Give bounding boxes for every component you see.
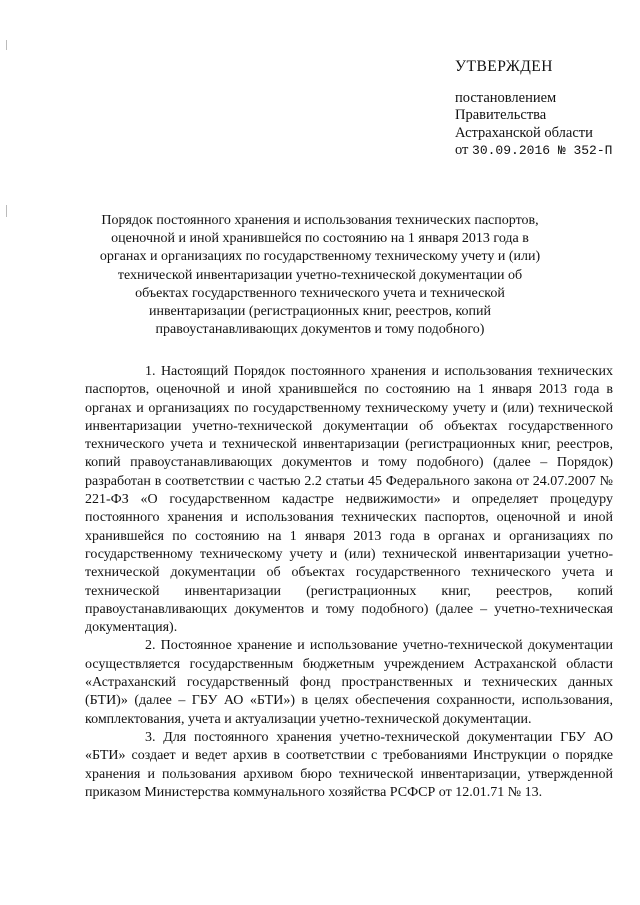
approval-stamp <box>455 58 635 160</box>
paragraph-3: 3. Для постоянного хранения учетно-технической документации ГБУ АО «БТИ» создает и ведет архив в соответствии с требованиями Инструкции о порядке хранения и пользования архивом бюро технической инвентаризации, утвержденной приказом Министерства коммунального хозяйства РСФСР от 12.01.71 № 13. <box>85 729 613 800</box>
approval-heading: УТВЕРЖДЕН <box>455 58 553 75</box>
approval-date-number: 30.09.2016 № 352-П <box>472 143 613 158</box>
margin-mark <box>6 40 7 50</box>
approval-date <box>455 142 635 160</box>
approval-line: Правительства <box>455 107 547 123</box>
paragraph-1: 1. Настоящий Порядок постоянного хранения и использования технических паспортов, оценочной и иной хранившейся по состоянию на 1 января 2013 года в органах и организациях по государственному техническому учету и (или) технической инвентаризации учетно-технической документации об объектах государственного технического учета и технической инвентаризации (регистрационных книг, реестров, копий правоустанавливающих документов и тому подобного) (далее – Порядок) разработан в соответствии с частью 2.2 статьи 45 Федерального закона от 24.07.2007 № 221-ФЗ «О государственном кадастре недвижимости» и определяет процедуру постоянного хранения и использования технических паспортов, оценочной и иной хранившейся по состоянию на 1 января 2013 года в органах и организациях по государственному техническому учету и (или) технической инвентаризации учетно-технической документации об объектах государственного технического учета и технической инвентаризации (регистрационных книг, реестров, копий правоустанавливающих документов и тому подобного) (далее – учетно-техническая документация). <box>85 364 613 636</box>
margin-mark <box>6 205 7 217</box>
document-body <box>85 363 613 802</box>
paragraph-2: 2. Постоянное хранение и использование учетно-технической документации осуществляется государственным бюджетным учреждением Астраханской области «Астраханский государственный фонд пространственных и технических данных (БТИ)» (далее – ГБУ АО «БТИ») в целях обеспечения сохранности, использования, комплектования, учета и актуализации учетно-технической документации. <box>85 638 613 727</box>
document-title: Порядок постоянного хранения и использования технических паспортов, оценочной и иной хранившейся по состоянию на 1 января 2013 года в органах и организациях по государственному техническому учету и (или) технической инвентаризации учетно-технической документации об объектах государственного технического учета и технической инвентаризации (регистрационных книг, реестров, копий правоустанавливающих документов и тому подобного) <box>99 213 541 338</box>
approval-date-prefix: от <box>455 142 473 158</box>
approval-line: Астраханской области <box>455 124 593 141</box>
approval-line: постановлением <box>455 89 557 106</box>
